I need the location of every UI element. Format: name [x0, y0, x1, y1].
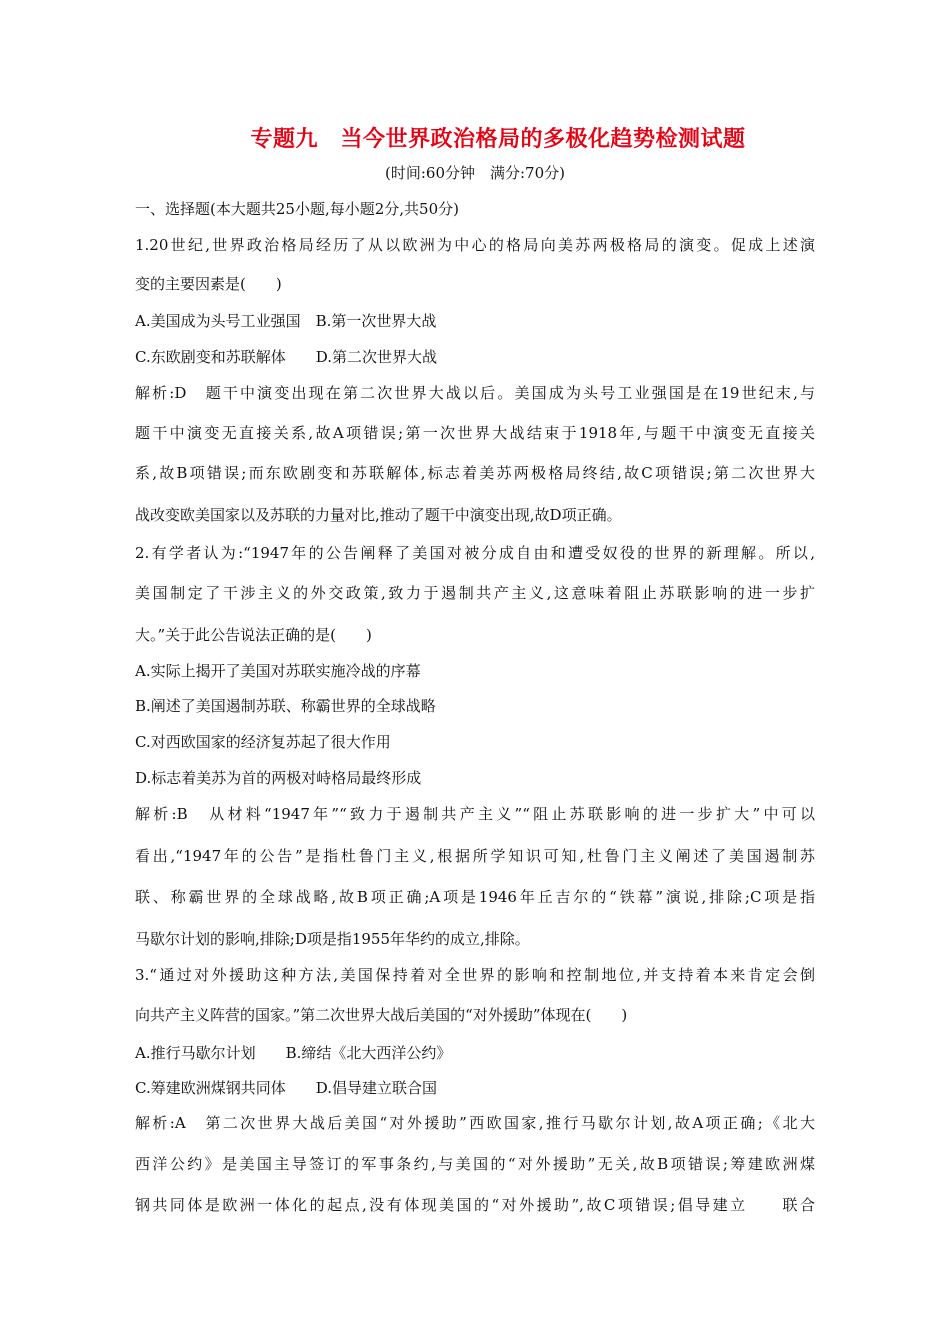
question-line: 向共产主义阵营的国家。”第二次世界大战后美国的“对外援助”体现在( ): [135, 1006, 628, 1024]
option-line: C.东欧剧变和苏联解体 D.第二次世界大战: [135, 348, 437, 366]
document-subtitle: (时间:60分钟 满分:70分): [385, 164, 565, 182]
answer-line: 钢共同体是欧洲一体化的起点,没有体现美国的“对外援助”,故C项错误;倡导建立 联合: [135, 1196, 815, 1214]
question-line: 变的主要因素是( ): [135, 275, 282, 293]
question-line: 1.20世纪,世界政治格局经历了从以欧洲为中心的格局向美苏两极格局的演变。促成上述演: [135, 236, 815, 254]
answer-line: 系,故B项错误;而东欧剧变和苏联解体,标志着美苏两极格局终结,故C项错误;第二次世界大: [135, 464, 815, 482]
question-line: 3.“通过对外援助这种方法,美国保持着对全世界的影响和控制地位,并支持着本来肯定会倒: [135, 966, 815, 984]
option-line: A.推行马歇尔计划 B.缔结《北大西洋公约》: [135, 1044, 452, 1062]
answer-line: 看出,“1947年的公告”是指杜鲁门主义,根据所学知识可知,杜鲁门主义阐述了美国遏制苏: [135, 847, 815, 865]
answer-line: 解析:B 从材料“1947年”“致力于遏制共产主义”“阻止苏联影响的进一步扩大”中可以: [135, 805, 815, 823]
option-line: A.实际上揭开了美国对苏联实施冷战的序幕: [135, 662, 421, 680]
option-line: A.美国成为头号工业强国 B.第一次世界大战: [135, 312, 437, 330]
section-heading: 一、选择题(本大题共25小题,每小题2分,共50分): [135, 200, 459, 218]
option-line: C.对西欧国家的经济复苏起了很大作用: [135, 733, 391, 751]
answer-line: 马歇尔计划的影响,排除;D项是指1955年华约的成立,排除。: [135, 930, 530, 948]
option-line: C.筹建欧洲煤钢共同体 D.倡导建立联合国: [135, 1079, 437, 1097]
question-line: 2.有学者认为:“1947年的公告阐释了美国对被分成自由和遭受奴役的世界的新理解。所以,: [135, 544, 815, 562]
option-line: B.阐述了美国遏制苏联、称霸世界的全球战略: [135, 697, 436, 715]
answer-line: 解析:D 题干中演变出现在第二次世界大战以后。美国成为头号工业强国是在19世纪末,与: [135, 384, 815, 402]
answer-line: 战改变欧美国家以及苏联的力量对比,推动了题干中演变出现,故D项正确。: [135, 506, 622, 524]
question-line: 大。”关于此公告说法正确的是( ): [135, 626, 372, 644]
option-line: D.标志着美苏为首的两极对峙格局最终形成: [135, 769, 422, 787]
document-title: 专题九 当今世界政治格局的多极化趋势检测试题: [250, 126, 746, 152]
question-line: 美国制定了干涉主义的外交政策,致力于遏制共产主义,这意味着阻止苏联影响的进一步扩: [135, 584, 815, 602]
answer-line: 解析:A 第二次世界大战后美国“对外援助”西欧国家,推行马歇尔计划,故A项正确;《北大: [135, 1114, 815, 1132]
answer-line: 联、称霸世界的全球战略,故B项正确;A项是1946年丘吉尔的“铁幕”演说,排除;C项是指: [135, 888, 815, 906]
answer-line: 西洋公约》是美国主导签订的军事条约,与美国的“对外援助”无关,故B项错误;筹建欧洲煤: [135, 1155, 815, 1173]
answer-line: 题干中演变无直接关系,故A项错误;第一次世界大战结束于1918年,与题干中演变无直接关: [135, 424, 815, 442]
